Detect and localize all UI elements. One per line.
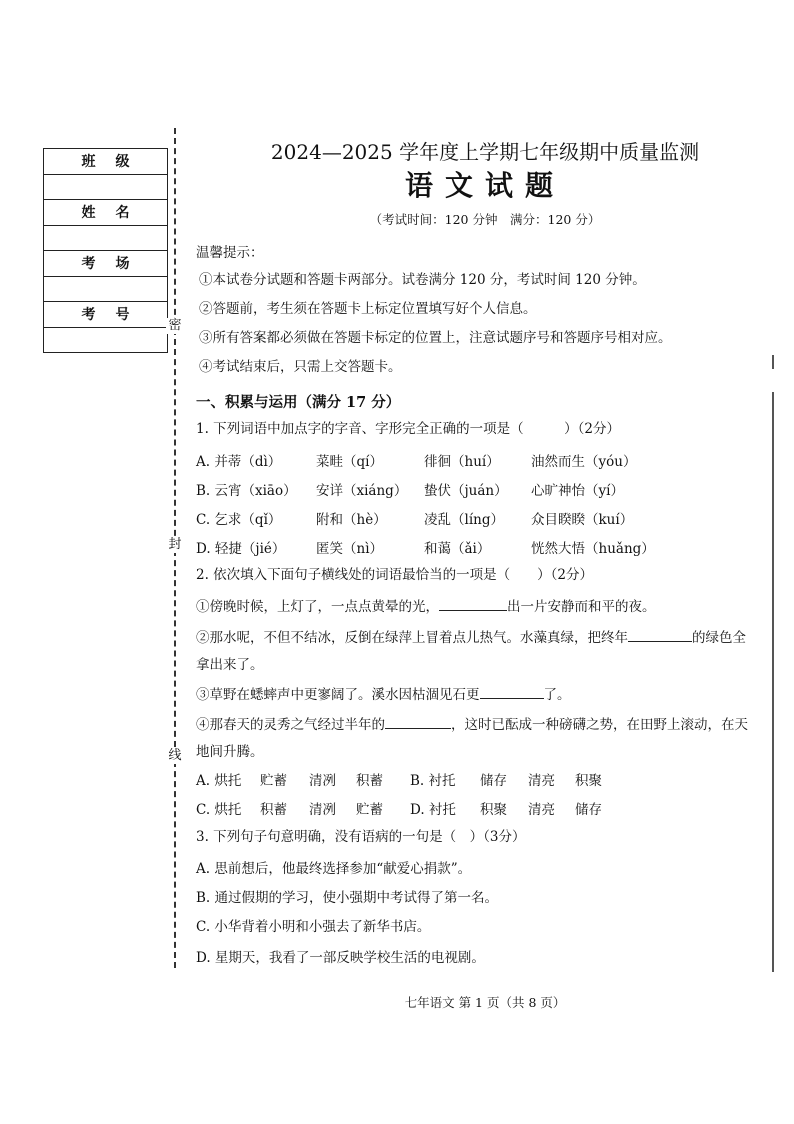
q2-blank-1[interactable] — [439, 609, 507, 611]
q2-sentence-4 — [196, 713, 748, 733]
q2-opt-d-1: D. 衬托 — [410, 802, 456, 818]
q3-opt-d: D. 星期天，我看了一部反映学校生活的电视剧。 — [196, 950, 485, 966]
notice-item-1: ①本试卷分试题和答题卡两部分。试卷满分 120 分，考试时间 120 分钟。 — [199, 272, 646, 288]
q2-opt-b-2: 储存 — [480, 773, 507, 789]
info-label-number: 考号 — [44, 302, 168, 328]
scan-mark-top — [772, 355, 774, 369]
q2-opt-d-4: 储存 — [575, 802, 602, 818]
q2-opt-b-4: 积聚 — [575, 773, 602, 789]
info-field-room[interactable] — [44, 276, 168, 302]
q2-blank-2[interactable] — [628, 640, 692, 642]
q1-a-1: A. 并蒂（dì） — [196, 454, 282, 470]
q1-d-1: D. 轻捷（jié） — [196, 541, 286, 557]
q3-opt-b: B. 通过假期的学习，使小强期中考试得了第一名。 — [196, 890, 499, 906]
q2-opt-c-4: 贮蓄 — [356, 802, 383, 818]
q2-s2-part-a: ②那水呢，不但不结冰，反倒在绿萍上冒着点儿热气。水藻真绿，把终年 — [196, 630, 628, 646]
page-footer: 七年语文 第 1 页（共 8 页） — [404, 995, 566, 1010]
q3-opt-c: C. 小华背着小明和小强去了新华书店。 — [196, 919, 431, 935]
q2-s3-part-a: ③草野在蟋蟀声中更寥阔了。溪水因枯涸见石更 — [196, 687, 480, 703]
info-label-class: 班级 — [44, 149, 168, 175]
q1-a-3: 徘徊（huí） — [424, 454, 500, 470]
q1-d-2: 匿笑（nì） — [316, 541, 384, 557]
binding-char-mi: 密 — [166, 318, 184, 334]
q2-opt-c-1: C. 烘托 — [196, 802, 242, 818]
q2-s4-part-b: ，这时已酝成一种磅礴之势，在田野上滚动，在天 — [451, 717, 748, 733]
student-info-table — [43, 148, 168, 353]
q2-sentence-4-cont: 地间升腾。 — [196, 744, 264, 760]
q1-a-2: 菜畦（qí） — [316, 454, 383, 470]
notice-item-3: ③所有答案都必须做在答题卡标定的位置上，注意试题序号和答题序号相对应。 — [199, 330, 672, 346]
q2-sentence-1 — [196, 595, 656, 615]
q2-opt-d-2: 积聚 — [480, 802, 507, 818]
info-label-name: 姓名 — [44, 200, 168, 226]
q1-c-2: 附和（hè） — [316, 512, 387, 528]
q2-opt-d-3: 清亮 — [528, 802, 555, 818]
q1-b-4: 心旷神怡（yí） — [531, 483, 624, 499]
q3-opt-a: A. 思前想后，他最终选择参加“献爱心捐款”。 — [196, 861, 472, 877]
binding-char-feng: 封 — [166, 537, 184, 553]
q1-c-1: C. 乞求（qǐ） — [196, 512, 282, 528]
q2-s4-part-a: ④那春天的灵秀之气经过半年的 — [196, 717, 385, 733]
info-label-room: 考场 — [44, 251, 168, 277]
notice-item-2: ②答题前，考生须在答题卡上标定位置填写好个人信息。 — [199, 301, 537, 317]
q2-opt-a-3: 清冽 — [309, 773, 336, 789]
q2-s2-part-b: 的绿色全 — [692, 630, 746, 646]
binding-char-xian: 线 — [166, 748, 184, 764]
q2-s1-part-b: 出一片安静而和平的夜。 — [507, 599, 656, 615]
q2-opt-c-2: 积蓄 — [260, 802, 287, 818]
q2-stem: 2. 依次填入下面句子横线处的词语最恰当的一项是（ ）（2分） — [196, 567, 594, 583]
section-1-title: 一、积累与运用（满分 17 分） — [196, 394, 401, 411]
q1-stem: 1. 下列词语中加点字的字音、字形完全正确的一项是（ ）（2分） — [196, 421, 621, 437]
scan-mark-edge — [772, 392, 774, 972]
notice-heading: 温馨提示： — [196, 245, 264, 261]
q3-stem: 3. 下列句子句意明确，没有语病的一句是（ ）（3分） — [196, 829, 526, 845]
q1-b-2: 安详（xiáng） — [316, 483, 408, 499]
exam-title: 2024—2025 学年度上学期七年级期中质量监测 — [270, 140, 700, 164]
info-field-class[interactable] — [44, 174, 168, 200]
exam-info: （考试时间：120 分钟 满分：120 分） — [369, 212, 601, 227]
q1-c-4: 众目睽睽（kuí） — [531, 512, 634, 528]
q2-opt-b-1: B. 衬托 — [410, 773, 456, 789]
q1-a-4: 油然而生（yóu） — [531, 454, 637, 470]
q2-s1-part-a: ①傍晚时候，上灯了，一点点黄晕的光， — [196, 599, 439, 615]
subject-title: 语文试题 — [404, 169, 565, 202]
notice-item-4: ④考试结束后，只需上交答题卡。 — [199, 359, 402, 375]
q2-sentence-3 — [196, 683, 571, 703]
q2-s3-part-b: 了。 — [543, 687, 571, 703]
q1-d-3: 和蔼（ǎi） — [424, 541, 491, 557]
info-field-name[interactable] — [44, 225, 168, 251]
info-field-number[interactable] — [44, 327, 168, 353]
q1-b-1: B. 云宵（xiāo） — [196, 483, 297, 499]
q2-opt-a-1: A. 烘托 — [196, 773, 242, 789]
q2-opt-b-3: 清亮 — [528, 773, 555, 789]
q2-sentence-2 — [196, 626, 746, 646]
q2-opt-a-2: 贮蓄 — [260, 773, 287, 789]
q2-blank-3[interactable] — [480, 697, 544, 699]
q2-sentence-2-cont: 拿出来了。 — [196, 657, 264, 673]
q1-c-3: 凌乱（líng） — [424, 512, 504, 528]
q2-blank-4[interactable] — [385, 727, 451, 729]
q2-opt-c-3: 清冽 — [309, 802, 336, 818]
q1-d-4: 恍然大悟（huǎng） — [531, 541, 655, 557]
q1-b-3: 蛰伏（juán） — [424, 483, 508, 499]
q2-opt-a-4: 积蓄 — [356, 773, 383, 789]
